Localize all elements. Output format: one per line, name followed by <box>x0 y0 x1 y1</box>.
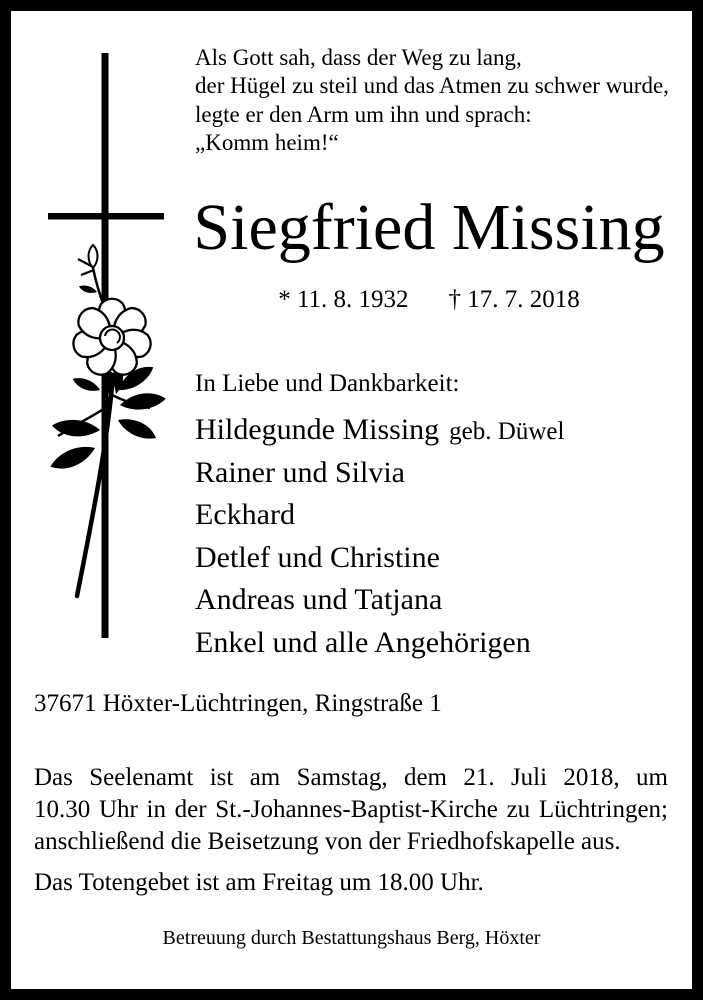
mourner-item <box>195 580 564 623</box>
mourner-name: Enkel und alle Angehörigen <box>195 625 531 659</box>
service-line: anschließend die Beisetzung von der Friedhofskapelle aus. <box>34 828 621 855</box>
birth-date: * 11. 8. 1932 <box>278 286 409 313</box>
mourner-item <box>195 623 564 666</box>
mourner-name: Andreas und Tatjana <box>195 583 443 616</box>
funeral-home-credit: Betreuung durch Bestattungshaus Berg, Höxter <box>162 927 541 949</box>
mourner-name: Eckhard <box>195 498 295 531</box>
poem-line: der Hügel zu steil und das Atmen zu schwer wurde, <box>195 73 669 99</box>
mourner-item <box>195 453 564 496</box>
epitaph-poem <box>195 44 695 157</box>
mourner-item <box>195 410 564 453</box>
mourner-name: Rainer und Silvia <box>195 455 405 489</box>
service-announcement <box>34 762 668 858</box>
death-date: † 17. 7. 2018 <box>448 286 580 313</box>
mourner-suffix: geb. Düwel <box>449 418 565 445</box>
poem-line: „Komm heim!“ <box>195 129 339 155</box>
mourners-list <box>195 410 564 665</box>
mourner-name: Hildegunde Missing <box>195 413 440 446</box>
address-line: 37671 Höxter-Lüchtringen, Ringstraße 1 <box>34 690 442 717</box>
mourning-intro: In Liebe und Dankbarkeit: <box>195 370 460 397</box>
prayer-announcement: Das Totengebet ist am Freitag um 18.00 Uhr. <box>34 869 484 896</box>
service-line: Das Seelenamt ist am Samstag, dem 21. Juli 2018, um <box>34 764 668 791</box>
poem-line: Als Gott sah, dass der Weg zu lang, <box>195 45 522 70</box>
mourner-item <box>195 538 564 581</box>
deceased-name: Siegfried Missing <box>193 191 665 264</box>
mourner-item <box>195 495 564 538</box>
poem-line: legte er den Arm um ihn und sprach: <box>195 101 532 127</box>
mourner-name: Detlef und Christine <box>195 540 440 574</box>
service-line: 10.30 Uhr in der St.-Johannes-Baptist-Kirche zu Lüchtringen; <box>34 796 668 823</box>
life-dates <box>185 287 673 312</box>
